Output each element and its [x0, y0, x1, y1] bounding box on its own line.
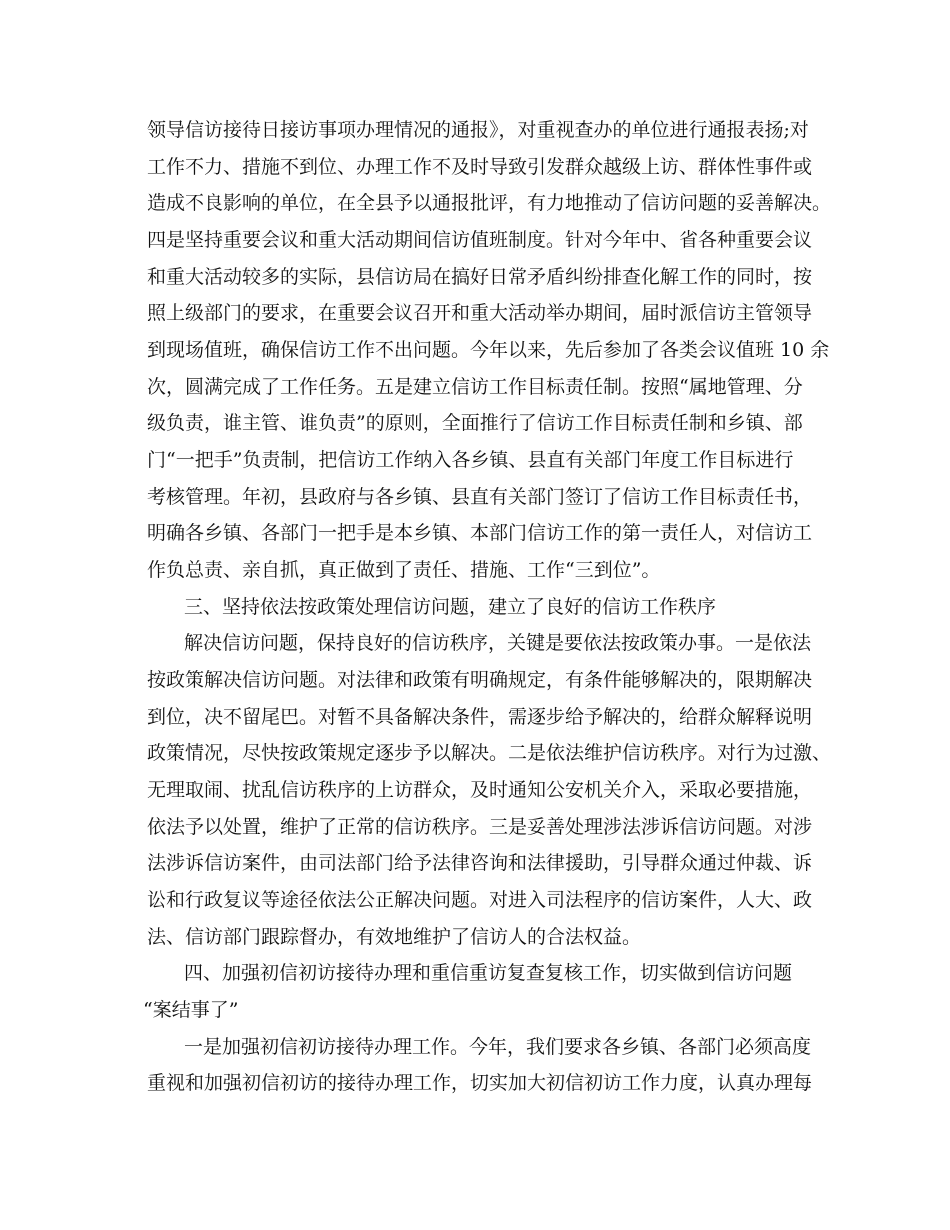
- body-text-line: 依法予以处置，维护了正常的信访秩序。三是妥善处理涉法涉诉信访问题。对涉: [147, 816, 813, 838]
- body-text-line: 政策情况，尽快按政策规定逐步予以解决。二是依法维护信访秩序。对行为过激、: [147, 742, 832, 764]
- body-text-line: 次，圆满完成了工作任务。五是建立信访工作目标责任制。按照“属地管理、分: [147, 376, 803, 398]
- body-text-line: 法、信访部门跟踪督办，有效地维护了信访人的合法权益。: [147, 926, 642, 948]
- paragraph-first-line: 一是加强初信初访接待办理工作。今年，我们要求各乡镇、各部门必须高度: [184, 1036, 812, 1058]
- body-text-line: 到现场值班，确保信访工作不出问题。今年以来，先后参加了各类会议值班 10 余: [147, 339, 830, 361]
- paragraph-first-line: 解决信访问题，保持良好的信访秩序，关键是要依法按政策办事。一是依法: [184, 632, 812, 654]
- body-text-line: 和重大活动较多的实际，县信访局在搞好日常矛盾纠纷排查化解工作的同时，按: [147, 266, 813, 288]
- body-text-line: 重视和加强初信初访的接待办理工作，切实加大初信初访工作力度，认真办理每: [147, 1072, 813, 1094]
- body-text-line: 级负责，谁主管、谁负责”的原则，全面推行了信访工作目标责任制和乡镇、部: [147, 412, 803, 434]
- section-heading-continuation: “案结事了”: [143, 999, 239, 1021]
- body-text-line: 考核管理。年初，县政府与各乡镇、县直有关部门签订了信访工作目标责任书，: [147, 486, 813, 508]
- body-text-line: 法涉诉信访案件，由司法部门给予法律咨询和法律援助，引导群众通过仲裁、诉: [147, 852, 813, 874]
- section-heading: 四、加强初信初访接待办理和重信重访复查复核工作，切实做到信访问题: [184, 962, 793, 984]
- body-text-line: 造成不良影响的单位，在全县予以通报批评，有力地推动了信访问题的妥善解决。: [147, 192, 832, 214]
- body-text-line: 无理取闹、扰乱信访秩序的上访群众，及时通知公安机关介入，采取必要措施，: [147, 779, 813, 801]
- body-text-line: 按政策解决信访问题。对法律和政策有明确规定，有条件能够解决的，限期解决: [147, 669, 813, 691]
- body-text-line: 领导信访接待日接访事项办理情况的通报》，对重视查办的单位进行通报表扬;对: [147, 119, 809, 141]
- body-text-line: 门“一把手”负责制，把信访工作纳入各乡镇、县直有关部门年度工作目标进行: [147, 449, 794, 471]
- body-text-line: 四是坚持重要会议和重大活动期间信访值班制度。针对今年中、省各种重要会议: [147, 229, 813, 251]
- body-text-line: 作负总责、亲自抓，真正做到了责任、措施、工作“三到位”。: [147, 559, 661, 581]
- section-heading: 三、坚持依法按政策处理信访问题，建立了良好的信访工作秩序: [184, 596, 717, 618]
- body-text-line: 到位，决不留尾巴。对暂不具备解决条件，需逐步给予解决的，给群众解释说明: [147, 706, 813, 728]
- body-text-line: 讼和行政复议等途径依法公正解决问题。对进入司法程序的信访案件，人大、政: [147, 889, 813, 911]
- body-text-line: 工作不力、措施不到位、办理工作不及时导致引发群众越级上访、群体性事件或: [147, 156, 813, 178]
- body-text-line: 照上级部门的要求，在重要会议召开和重大活动举办期间，届时派信访主管领导: [147, 302, 813, 324]
- body-text-line: 明确各乡镇、各部门一把手是本乡镇、本部门信访工作的第一责任人，对信访工: [147, 522, 813, 544]
